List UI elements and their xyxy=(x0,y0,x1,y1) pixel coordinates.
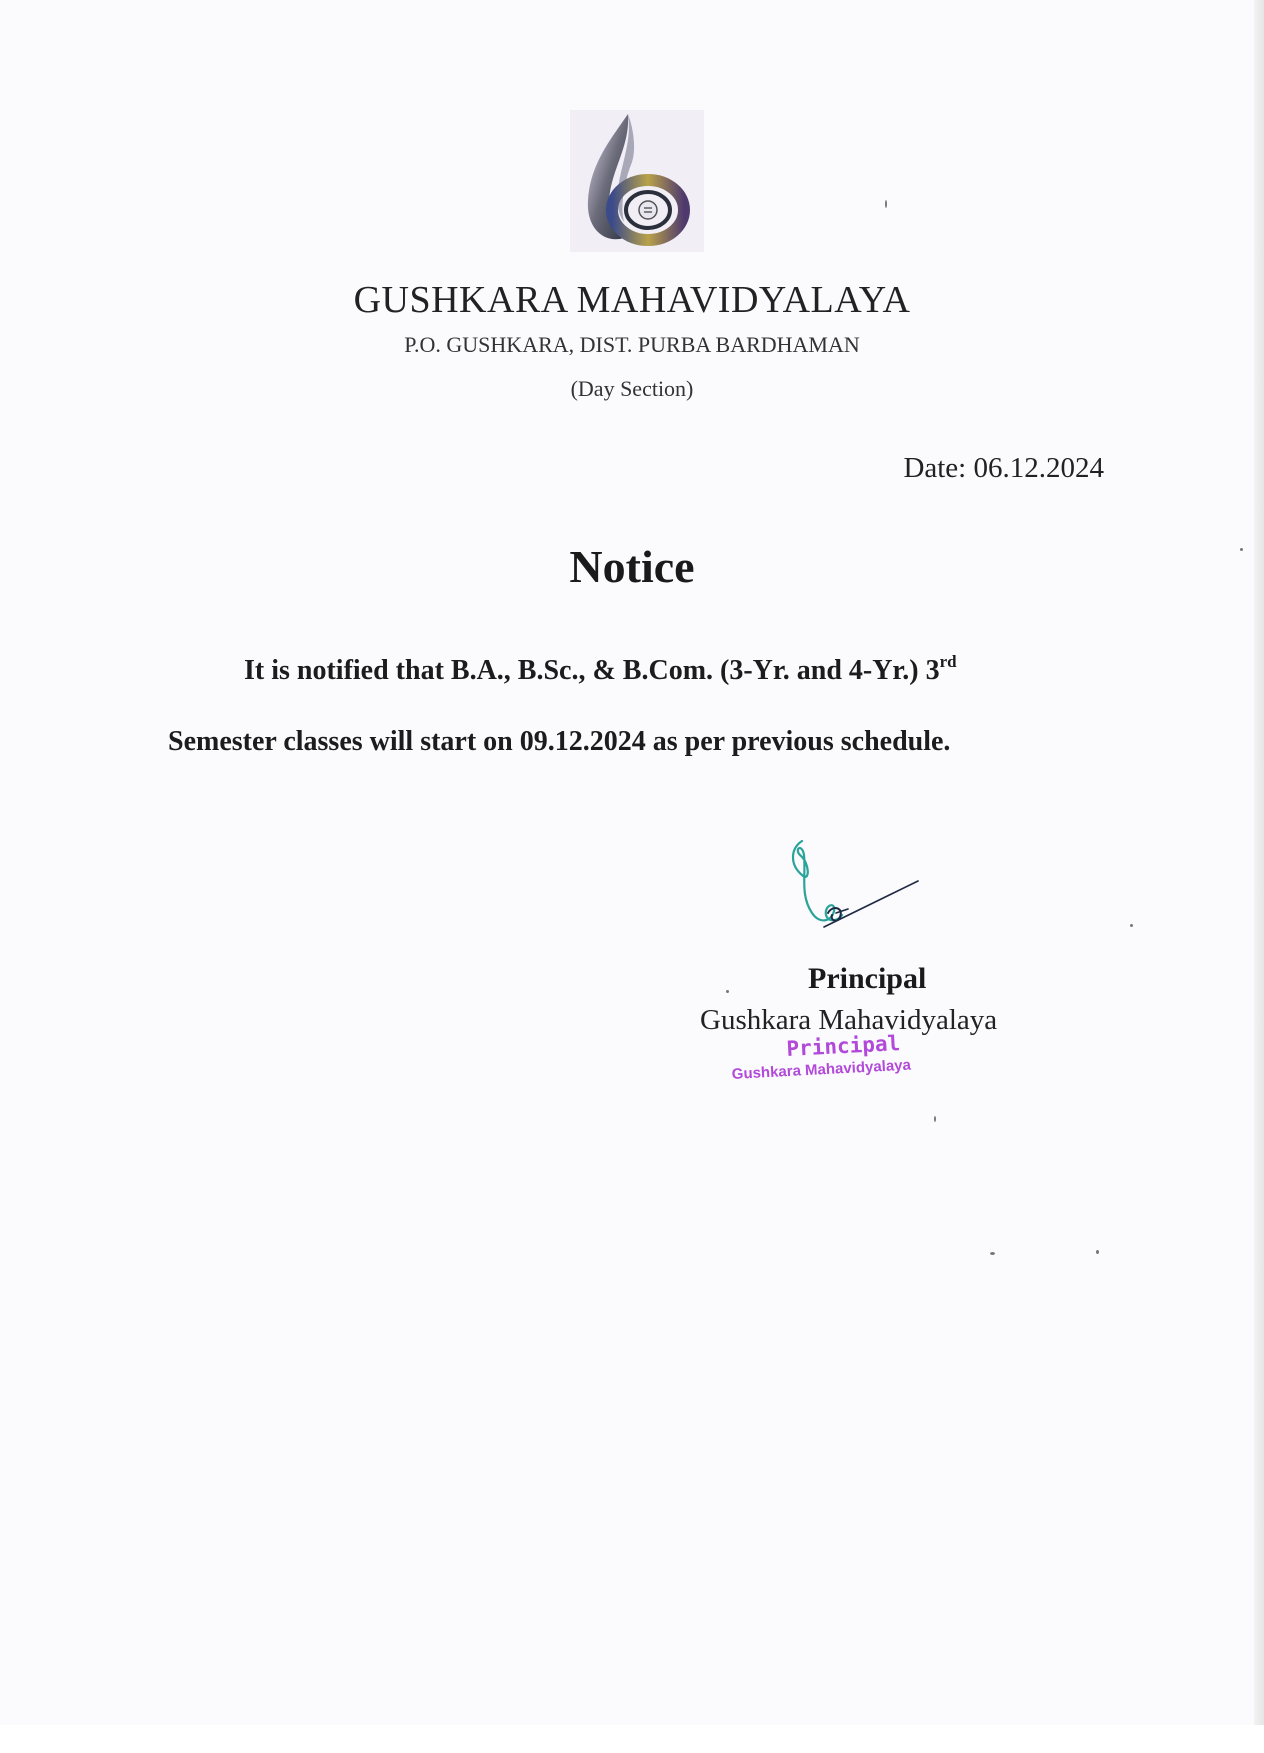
notice-title: Notice xyxy=(569,541,695,592)
college-logo-icon xyxy=(570,110,704,252)
principal-stamp xyxy=(730,1031,911,1083)
principal-signature-icon xyxy=(780,835,940,965)
college-address: P.O. GUSHKARA, DIST. PURBA BARDHAMAN xyxy=(404,332,860,357)
scan-speck xyxy=(990,1252,995,1255)
signatory-title: Principal xyxy=(808,962,927,995)
notice-date: Date: 06.12.2024 xyxy=(903,452,1104,484)
ordinal-superscript: rd xyxy=(939,652,957,671)
signatory-organization: Gushkara Mahavidyalaya xyxy=(700,1004,998,1036)
scan-speck xyxy=(1130,924,1133,927)
scan-speck xyxy=(1096,1250,1099,1254)
paper-edge xyxy=(1254,0,1264,1753)
notice-body-line-1 xyxy=(244,652,957,687)
scan-speck xyxy=(934,1116,936,1122)
notice-body-text-1: It is notified that B.A., B.Sc., & B.Com. (3-Yr. and 4-Yr.) 3 xyxy=(244,655,940,686)
notice-body-line-2: Semester classes will start on 09.12.2024 as per previous schedule. xyxy=(168,726,951,757)
college-section: (Day Section) xyxy=(570,376,694,401)
scan-margin xyxy=(0,1725,1264,1753)
scan-speck xyxy=(1240,548,1243,551)
stamp-title: Principal xyxy=(785,1031,901,1062)
college-name: GUSHKARA MAHAVIDYALAYA xyxy=(353,279,911,321)
stamp-organization: Gushkara Mahavidyalaya xyxy=(731,1056,912,1083)
scan-speck xyxy=(885,200,887,208)
scan-speck xyxy=(726,990,729,993)
